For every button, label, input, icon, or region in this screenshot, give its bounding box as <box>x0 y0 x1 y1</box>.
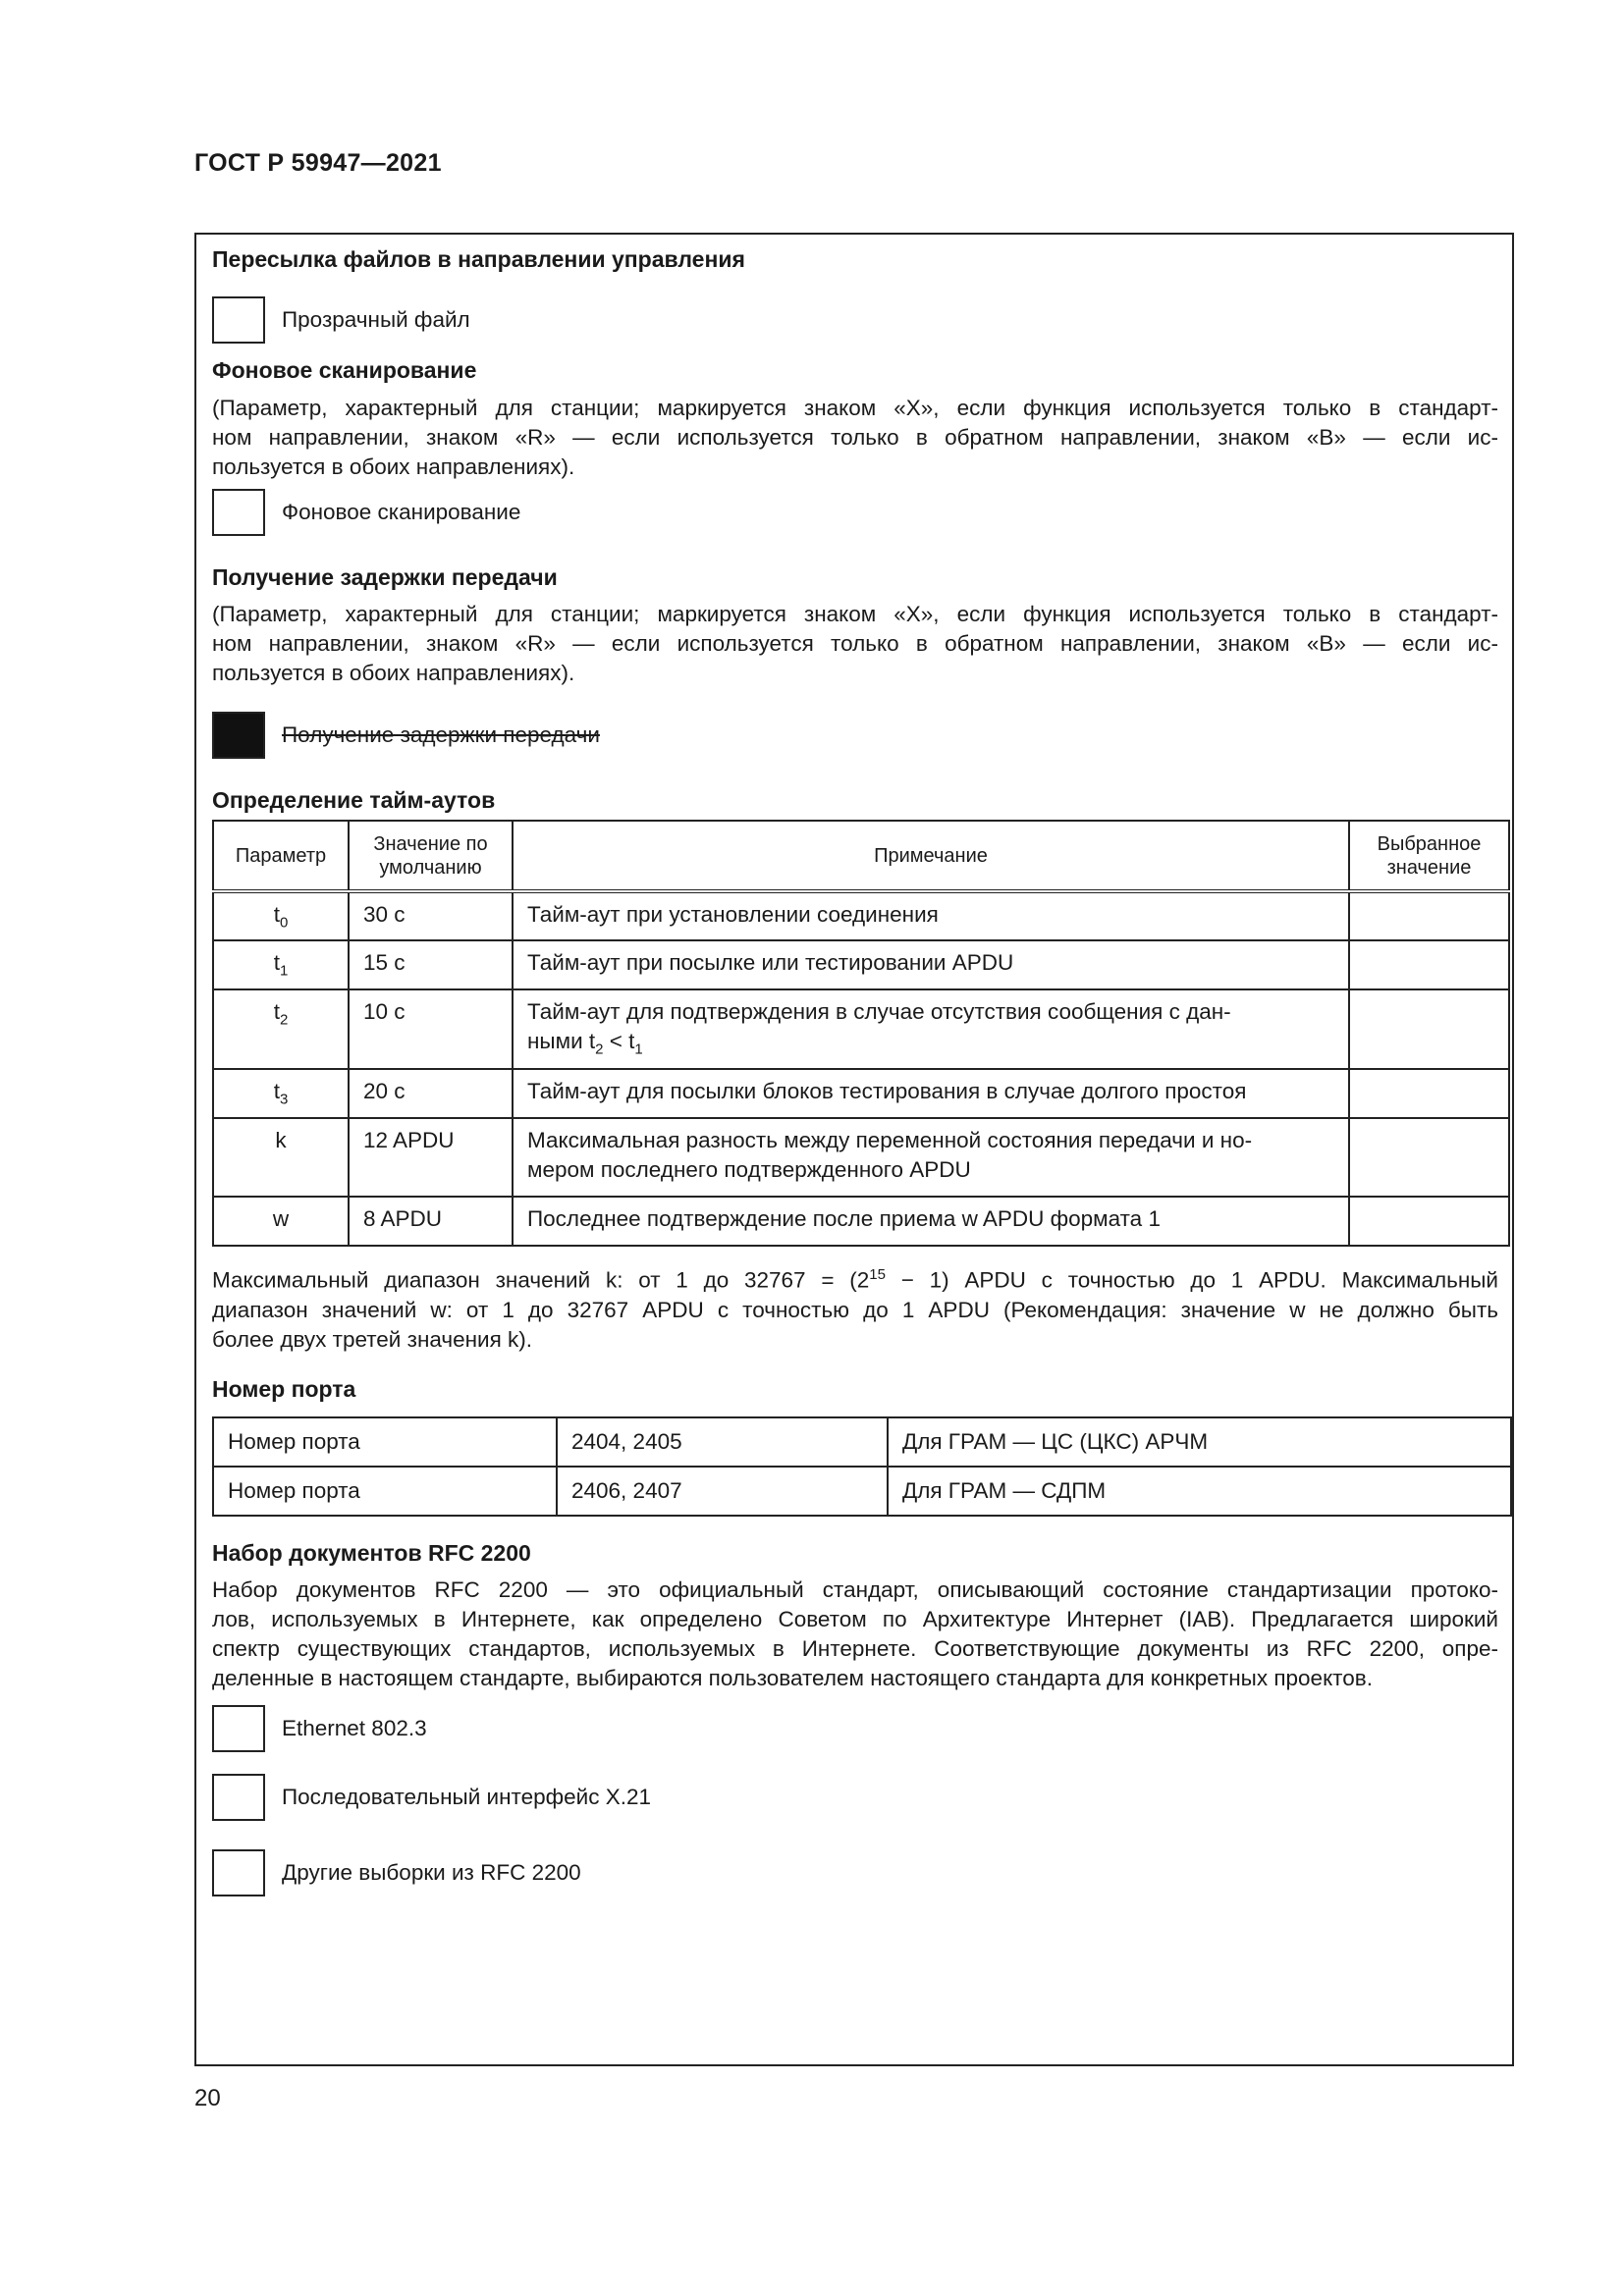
cell-chosen-value[interactable] <box>1349 989 1509 1069</box>
section-title-background-scan: Фоновое сканирование <box>212 357 477 383</box>
text-line: ном направлении, знаком «R» — если используется только в обратном направлении, знаком «B» — если ис- <box>212 425 1498 450</box>
cell-chosen-value[interactable] <box>1349 891 1509 940</box>
cell-param <box>213 940 349 989</box>
text-line: более двух третей значения k). <box>212 1326 533 1352</box>
cell-note <box>513 1069 1349 1118</box>
range-line1-b: − 1) APDU с точностью до 1 APDU. Максимальный <box>885 1267 1498 1293</box>
table-row <box>213 1467 1511 1516</box>
checkbox-x21[interactable] <box>212 1774 265 1821</box>
checkbox-transparent-file[interactable] <box>212 296 265 344</box>
param-symbol: t <box>273 1079 280 1103</box>
cell-chosen-value[interactable] <box>1349 1069 1509 1118</box>
param-symbol: t <box>273 902 280 927</box>
port-name: Номер порта <box>213 1417 557 1467</box>
table-row <box>213 1197 1509 1246</box>
note-sub: 2 <box>595 1041 604 1058</box>
text-line: ном направлении, знаком «R» — если используется только в обратном направлении, знаком «B» — если ис- <box>212 631 1498 656</box>
range-line1-a: Максимальный диапазон значений k: от 1 до 32767 = (2 <box>212 1267 870 1293</box>
checkbox-label-ethernet: Ethernet 802.3 <box>282 1716 427 1740</box>
cell-default <box>349 891 513 940</box>
header-default <box>349 821 513 891</box>
note-mid: < t <box>603 1029 635 1053</box>
note-line2: мером последнего подтвержденного APDU <box>527 1157 971 1182</box>
section-title-timeouts: Определение тайм-аутов <box>212 787 496 813</box>
default-value: 20 с <box>363 1079 406 1103</box>
port-value: 2406, 2407 <box>557 1467 888 1516</box>
section-title-file-transfer: Пересылка файлов в направлении управления <box>212 246 745 272</box>
cell-default <box>349 1069 513 1118</box>
cell-param <box>213 891 349 940</box>
table-row <box>213 989 1509 1069</box>
section-title-delay: Получение задержки передачи <box>212 564 558 590</box>
port-value: 2404, 2405 <box>557 1417 888 1467</box>
text-line: (Параметр, характерный для станции; маркируется знаком «X», если функция используется только в стандарт- <box>212 396 1498 420</box>
param-subscript: 1 <box>279 962 289 980</box>
header-default-line1: Значение по <box>373 832 488 855</box>
header-default-line2: умолчанию <box>379 856 482 879</box>
note-text: Тайм-аут при установлении соединения <box>527 902 939 927</box>
text-line: пользуется в обоих направлениях). <box>212 661 575 685</box>
checkbox-label-other-rfc: Другие выборки из RFC 2200 <box>282 1860 581 1885</box>
ports-table <box>212 1416 1512 1517</box>
cell-default <box>349 940 513 989</box>
cell-note <box>513 891 1349 940</box>
cell-default <box>349 989 513 1069</box>
param-subscript: 2 <box>279 1011 289 1029</box>
default-value: 8 APDU <box>363 1206 443 1231</box>
checkbox-background-scan[interactable] <box>212 489 265 536</box>
table-row <box>213 1417 1511 1467</box>
note-text: Тайм-аут при посылке или тестировании APDU <box>527 950 1014 975</box>
background-scan-description <box>212 394 1498 482</box>
default-value: 15 с <box>363 950 406 975</box>
note-text: Последнее подтверждение после приема w APDU формата 1 <box>527 1206 1161 1231</box>
checkbox-delay-filled[interactable] <box>212 712 265 759</box>
header-chosen-line2: значение <box>1386 856 1472 879</box>
cell-param <box>213 1069 349 1118</box>
content-frame <box>194 233 1514 2066</box>
text-line: деленные в настоящем стандарте, выбираются пользователем настоящего стандарта для конкретных проектов. <box>212 1666 1373 1690</box>
default-value: 10 с <box>363 999 406 1024</box>
cell-note <box>513 1197 1349 1246</box>
cell-note <box>513 989 1349 1069</box>
note-line2: ными t <box>527 1029 596 1053</box>
default-value: 30 с <box>363 902 406 927</box>
page-number: 20 <box>194 2085 221 2111</box>
cell-chosen-value[interactable] <box>1349 1118 1509 1197</box>
header-param: Параметр <box>213 821 349 891</box>
port-name: Номер порта <box>213 1467 557 1516</box>
param-symbol: w <box>272 1206 290 1231</box>
header-chosen <box>1349 821 1509 891</box>
table-header-row <box>213 821 1509 891</box>
header-chosen-line1: Выбранное <box>1377 832 1482 855</box>
text-line: пользуется в обоих направлениях). <box>212 454 575 479</box>
document-header: ГОСТ Р 59947—2021 <box>194 149 442 177</box>
default-value: 12 APDU <box>363 1128 455 1152</box>
param-subscript: 0 <box>279 914 289 932</box>
note-text: Тайм-аут для посылки блоков тестирования в случае долгого простоя <box>527 1079 1247 1103</box>
checkbox-ethernet[interactable] <box>212 1705 265 1752</box>
note-line1: Максимальная разность между переменной состояния передачи и но- <box>527 1128 1253 1152</box>
cell-param <box>213 989 349 1069</box>
delay-description <box>212 600 1498 688</box>
cell-note <box>513 1118 1349 1197</box>
text-line: Набор документов RFC 2200 — это официальный стандарт, описывающий состояние стандартизации протоко- <box>212 1577 1498 1602</box>
table-row <box>213 1069 1509 1118</box>
param-symbol: k <box>275 1128 287 1152</box>
cell-param <box>213 1118 349 1197</box>
param-symbol: t <box>273 999 280 1024</box>
text-line: спектр существующих стандартов, используемых в Интернете. Соответствующие документы из RFC 2200, опре- <box>212 1636 1498 1661</box>
checkbox-label-delay: Получение задержки передачи <box>282 722 600 747</box>
port-note: Для ГРАМ — ЦС (ЦКС) АРЧМ <box>888 1417 1511 1467</box>
cell-default <box>349 1197 513 1246</box>
note-line1: Тайм-аут для подтверждения в случае отсутствия сообщения с дан- <box>527 999 1231 1024</box>
cell-note <box>513 940 1349 989</box>
checkbox-label-x21: Последовательный интерфейс X.21 <box>282 1785 651 1809</box>
header-note: Примечание <box>513 821 1349 891</box>
section-title-rfc: Набор документов RFC 2200 <box>212 1540 531 1566</box>
text-line: (Параметр, характерный для станции; маркируется знаком «X», если функция используется только в стандарт- <box>212 602 1498 626</box>
port-note: Для ГРАМ — СДПМ <box>888 1467 1511 1516</box>
table-row <box>213 1118 1509 1197</box>
range-sup: 15 <box>869 1266 886 1283</box>
checkbox-label-background-scan: Фоновое сканирование <box>282 500 521 524</box>
param-symbol: t <box>273 950 280 975</box>
checkbox-other-rfc[interactable] <box>212 1849 265 1896</box>
cell-chosen-value[interactable] <box>1349 940 1509 989</box>
cell-chosen-value[interactable] <box>1349 1197 1509 1246</box>
text-line: лов, используемых в Интернете, как определено Советом по Архитектуре Интернет (IAB). Предлагается широкий <box>212 1607 1498 1631</box>
table-row <box>213 940 1509 989</box>
text-line <box>212 1260 1498 1296</box>
table-row <box>213 891 1509 940</box>
range-description <box>212 1260 1498 1355</box>
section-title-ports: Номер порта <box>212 1376 356 1402</box>
checkbox-label-transparent-file: Прозрачный файл <box>282 307 470 332</box>
note-sub: 1 <box>634 1041 643 1058</box>
rfc-description <box>212 1575 1498 1693</box>
cell-param <box>213 1197 349 1246</box>
cell-default <box>349 1118 513 1197</box>
timeouts-table <box>212 820 1510 1247</box>
param-subscript: 3 <box>279 1091 289 1108</box>
text-line: диапазон значений w: от 1 до 32767 APDU с точностью до 1 APDU (Рекомендация: значение w не должно быть <box>212 1297 1498 1322</box>
